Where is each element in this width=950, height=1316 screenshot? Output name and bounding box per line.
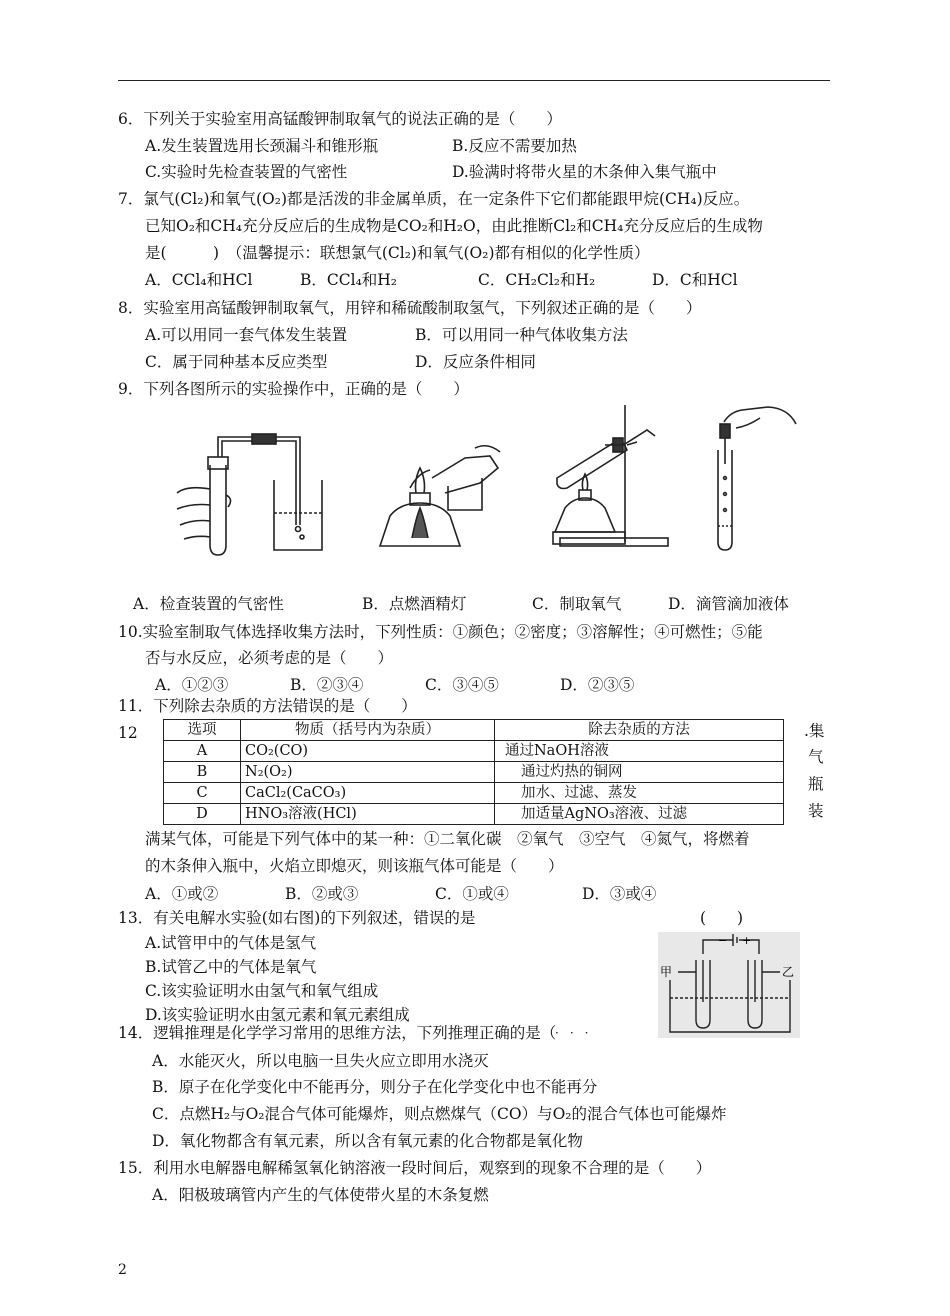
q11-stem: 11．下列除去杂质的方法错误的是（ ） [118,697,417,715]
q6-option-d: D.验满时将带火星的木条伸入集气瓶中 [452,163,717,181]
figure-dropper [708,402,803,552]
q6-option-c: C.实验时先检查装置的气密性 [145,163,348,181]
q6-option-a: A.发生装置选用长颈漏斗和锥形瓶 [145,137,379,155]
q6-stem: 6．下列关于实验室用高锰酸钾制取氧气的说法正确的是（ ） [118,110,562,128]
q9-option-c: C．制取氧气 [532,595,622,613]
table-row [164,741,784,762]
q7-line3: 是( ) （温馨提示：联想氯气(Cl₂)和氧气(O₂)都有相似的化学性质） [145,244,650,262]
q12-option-d: D．③或④ [582,885,657,903]
q13-option-d: D.该实验证明水由氢元素和氧元素组成 [145,1006,410,1024]
q7-line1: 7．氯气(Cl₂)和氧气(O₂)都是活泼的非金属单质，在一定条件下它们都能跟甲烷(CH₄)反应。 [118,190,750,208]
q14-emphasis-dots: ··· [555,1026,600,1040]
table-cell: D [164,804,241,825]
q10-line1: 10.实验室制取气体选择收集方法时，下列性质：①颜色；②密度；③溶解性；④可燃性；⑤能 [118,623,763,641]
q14-stem: 14．逻辑推理是化学学习常用的思维方法，下列推理正确的是（ [118,1024,557,1042]
table-cell: C [164,783,241,804]
figure-airtightness-check [172,425,332,560]
table-header-row [164,720,784,741]
q9-option-b: B．点燃酒精灯 [362,595,467,613]
figure-oxygen-setup [545,400,670,550]
q13-option-a: A.试管甲中的气体是氢气 [145,934,317,952]
table-header-cell: 选项 [164,720,241,741]
figure-alcohol-lamp [370,438,510,553]
q8-option-c: C．属于同种基本反应类型 [145,353,328,371]
table-cell: CO₂(CO) [241,741,495,762]
plus-pole-label: + [742,934,752,947]
table-header-cell: 物质（括号内为杂质） [241,720,495,741]
q7-line2: 已知O₂和CH₄充分反应后的生成物是CO₂和H₂O，由此推断Cl₂和CH₄充分反应后的生成物 [145,217,763,235]
q6-option-b: B.反应不需要加热 [452,137,577,155]
table-row [164,762,784,783]
table-cell: 加水、过滤、蒸发 [495,783,784,804]
q7-option-b: B．CCl₄和H₂ [300,271,398,289]
table-cell: HNO₃溶液(HCl) [241,804,495,825]
page-number: 2 [118,1262,127,1278]
q10-option-b: B．②③④ [290,676,364,694]
table-cell: N₂(O₂) [241,762,495,783]
q10-option-a: A．①②③ [155,676,229,694]
header-rule [118,80,830,81]
q7-option-d: D．C和HCl [652,271,738,289]
q13-option-c: C.该实验证明水由氢气和氧气组成 [145,982,379,1000]
table-cell: B [164,762,241,783]
q7-option-a: A．CCl₄和HCl [145,271,253,289]
minus-pole-label: − [718,934,728,947]
table-row [164,804,784,825]
figure-electrolysis [658,932,800,1038]
q9-option-a: A．检查装置的气密性 [133,595,284,613]
q14-option-c: C．点燃H₂与O₂混合气体可能爆炸，则点燃煤气（CO）与O₂的混合气体也可能爆炸 [152,1105,727,1123]
q14-option-d: D．氧化物都含有氧元素，所以含有氧元素的化合物都是氧化物 [152,1132,583,1150]
table-cell: 加适量AgNO₃溶液、过滤 [495,804,784,825]
q12-side-2: 气 [808,748,824,766]
q13-option-b: B.试管乙中的气体是氧气 [145,958,317,976]
tube-yi-label: 乙 [782,965,795,979]
table-cell: A [164,741,241,762]
tube-jia-label: 甲 [660,965,673,979]
q12-number: 12 [118,724,138,742]
table-header-cell: 除去杂质的方法 [495,720,784,741]
q14-option-b: B．原子在化学变化中不能再分，则分子在化学变化中也不能再分 [152,1078,598,1096]
table-cell: 通过NaOH溶液 [495,741,784,762]
q8-option-d: D．反应条件相同 [415,353,536,371]
q14-option-a: A．水能灭火，所以电脑一旦失火应立即用水浇灭 [152,1052,489,1070]
q12-option-c: C．①或④ [435,885,509,903]
q12-option-b: B．②或③ [285,885,359,903]
q15-option-a: A．阳极玻璃管内产生的气体使带火星的木条复燃 [152,1186,489,1204]
q12-line2: 的木条伸入瓶中，火焰立即熄灭，则该瓶气体可能是（ ） [145,857,564,875]
q10-option-d: D．②③⑤ [560,676,635,694]
q7-option-c: C．CH₂Cl₂和H₂ [478,271,596,289]
q8-option-a: A.可以用同一套气体发生装置 [145,326,348,344]
impurity-table [163,719,784,825]
q9-stem: 9．下列各图所示的实验操作中，正确的是（ ） [118,380,469,398]
q13-paren: ( ) [700,909,744,927]
q12-side-4: 装 [808,802,824,820]
q8-option-b: B．可以用同一种气体收集方法 [415,326,628,344]
table-cell: 通过灼热的铜网 [495,762,784,783]
q12-side-3: 瓶 [808,775,824,793]
q15-stem: 15．利用水电解器电解稀氢氧化钠溶液一段时间后，观察到的现象不合理的是（ ） [118,1159,712,1177]
table-row [164,783,784,804]
q12-line1: 满某气体，可能是下列气体中的某一种：①二氧化碳 ②氧气 ③空气 ④氮气，将燃着 [145,830,750,848]
q12-side-1: .集 [804,722,825,740]
q10-option-c: C．③④⑤ [425,676,499,694]
q10-line2: 否与水反应，必须考虑的是（ ） [145,649,394,667]
q9-option-d: D．滴管滴加液体 [668,595,789,613]
q12-option-a: A．①或② [145,885,219,903]
q13-stem: 13．有关电解水实验(如右图)的下列叙述，错误的是 [118,909,476,927]
q8-stem: 8．实验室用高锰酸钾制取氧气，用锌和稀硫酸制取氢气，下列叙述正确的是（ ） [118,299,702,317]
table-cell: CaCl₂(CaCO₃) [241,783,495,804]
